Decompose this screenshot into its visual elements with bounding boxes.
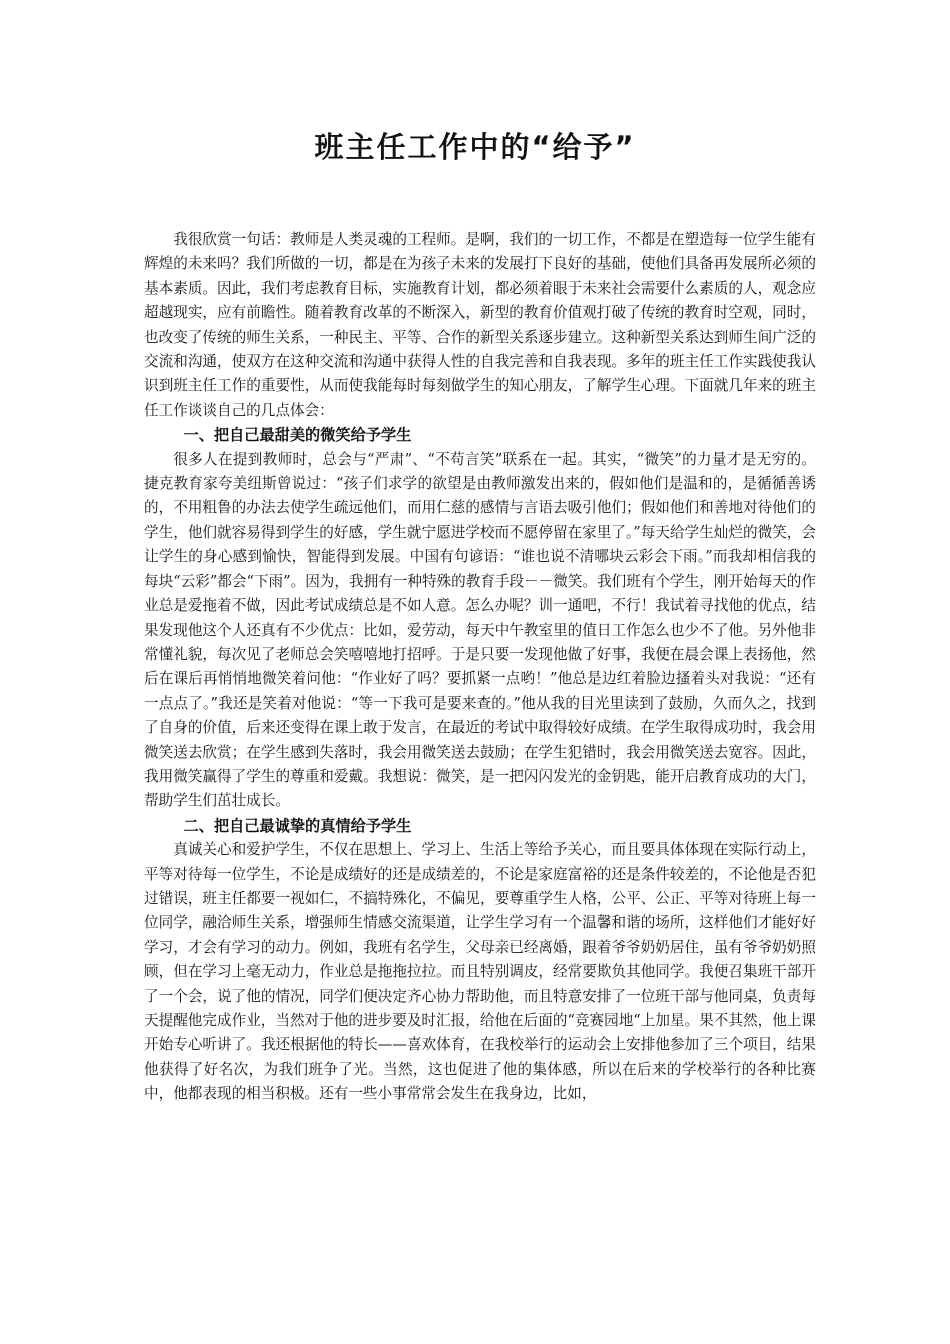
intro-paragraph: 我很欣赏一句话：教师是人类灵魂的工程师。是啊，我们的一切工作，不都是在塑造每一位学生能有辉煌的未来吗？我们所做的一切，都是在为孩子未来的发展打下良好的基础，使他们具备再发展所必须的基本素质。因此，我们考虑教育目标，实施教育计划，都必须着眼于未来社会需要什么素质的人，观念应超越现实，应有前瞻性。随着教育改革的不断深入，新型的教育价值观打破了传统的教育时空观，同时，也改变了传统的师生关系，一种民主、平等、合作的新型关系逐步建立。这种新型关系达到师生间广泛的交流和沟通，使双方在这种交流和沟通中获得人性的自我完善和自我表现。多年的班主任工作实践使我认识到班主任工作的重要性，从而使我能每时每刻做学生的知心朋友，了解学生心理。下面就几年来的班主任工作谈谈自己的几点体会： [144,231,816,419]
section-1-paragraph: 很多人在提到教师时，总会与“严肃”、“不苟言笑”联系在一起。其实，“微笑”的力量才是无穷的。捷克教育家夸美纽斯曾说过：“孩子们求学的欲望是由教师激发出来的，假如他们是温和的，是循循善诱的，不用粗鲁的办法去使学生疏远他们，而用仁慈的感情与言语去吸引他们；假如他们和善地对待他们的学生，他们就容易得到学生的好感，学生就宁愿进学校而不愿停留在家里了。”每天给学生灿烂的微笑，会让学生的身心感到愉快，智能得到发展。中国有句谚语：“谁也说不清哪块云彩会下雨。”而我却相信我的每块“云彩”都会“下雨”。因为，我拥有一种特殊的教育手段－－微笑。我们班有个学生，刚开始每天的作业总是爱拖着不做，因此考试成绩总是不如人意。怎么办呢？训一通吧，不行！我试着寻找他的优点，结果发现他这个人还真有不少优点：比如，爱劳动，每天中午教室里的值日工作怎么也少不了他。另外他非常懂礼貌，每次见了老师总会笑嘻嘻地打招呼。于是只要一发现他做了好事，我便在晨会课上表扬他，然后在课后再悄悄地微笑着问他：“作业好了吗？要抓紧一点哟！”他总是边红着脸边搔着头对我说：“还有一点点了。”我还是笑着对他说：“等一下我可是要来查的。”他从我的目光里读到了鼓励，久而久之，找到了自身的价值，后来还变得在课上敢于发言，在最近的考试中取得较好成绩。在学生取得成功时，我会用微笑送去欣赏；在学生感到失落时，我会用微笑送去鼓励；在学生犯错时，我会用微笑送去宽容。因此，我用微笑赢得了学生的尊重和爱戴。我想说：微笑，是一把闪闪发光的金钥匙，能开启教育成功的大门，帮助学生们茁壮成长。 [144,450,816,810]
section-2-heading: 二、把自己最诚挚的真情给予学生 [183,816,412,835]
section-2-paragraph: 真诚关心和爱护学生，不仅在思想上、学习上、生活上等给予关心，而且要具体体现在实际行动上，平等对待每一位学生，不论是成绩好的还是成绩差的，不论是家庭富裕的还是条件较差的，不论他是否犯过错误，班主任都要一视如仁，不搞特殊化，不偏见，要尊重学生人格，公平、公正、平等对待班上每一位同学，融洽师生关系，增强师生情感交流渠道，让学生学习有一个温馨和谐的场所，这样他们才能好好学习，才会有学习的动力。例如，我班有名学生，父母亲已经离婚，跟着爷爷奶奶居住，虽有爷爷奶奶照顾，但在学习上毫无动力，作业总是拖拖拉拉。而且特别调皮，经常要欺负其他同学。我便召集班干部开了一个会，说了他的情况，同学们便决定齐心协力帮助他，而且特意安排了一位班干部与他同桌，负责每天提醒他完成作业，当然对于他的进步要及时汇报，给他在后面的“竞赛园地“上加星。果不其然，他上课开始专心听讲了。我还根据他的特长——喜欢体育，在我校举行的运动会上安排他参加了三个项目，结果他获得了好名次，为我们班争了光。当然，这也促进了他的集体感，所以在后来的学校举行的各种比赛中，他都表现的相当积极。还有一些小事常常会发生在我身边，比如， [144,841,816,1103]
section-1-heading: 一、把自己最甜美的微笑给予学生 [183,426,412,445]
document-body [144,228,816,1107]
document-title: 班主任工作中的“给予” [314,130,636,164]
